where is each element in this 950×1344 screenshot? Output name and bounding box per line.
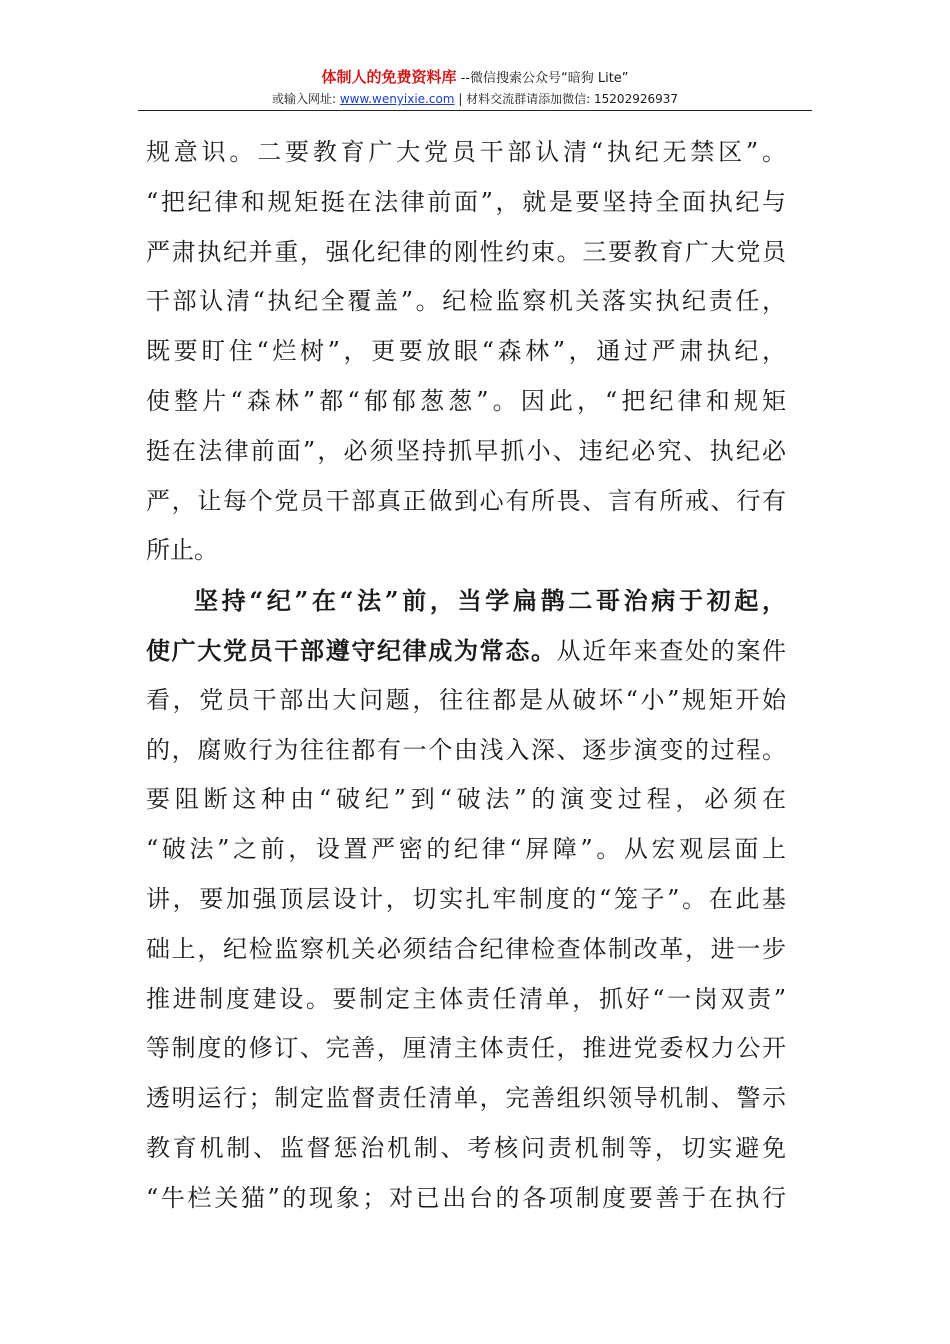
text-line: 严，让每个党员干部真正做到心有所畏、言有所戒、行有 <box>146 486 786 515</box>
website-link[interactable]: www.wenyixie.com <box>339 92 455 106</box>
section-heading-continued <box>146 626 786 676</box>
contact-info: | 材料交流群请添加微信: 15202926937 <box>454 92 679 106</box>
header-divider <box>138 110 812 111</box>
header-contact-line <box>0 90 950 108</box>
header-title-line <box>0 68 950 88</box>
text-line: 看，党员干部出大问题，往往都是从破坏“小”规矩开始 <box>146 685 786 714</box>
section-heading: 坚持“纪”在“法”前，当学扁鹊二哥治病于初起， <box>194 586 786 616</box>
text-line: 的，腐败行为往往都有一个由浅入深、逐步演变的过程。 <box>146 735 786 764</box>
text-line: “把纪律和规矩挺在法律前面”，就是要坚持全面执纪与 <box>146 187 786 216</box>
text-line: 讲，要加强顶层设计，切实扎牢制度的“笼子”。在此基 <box>146 884 786 913</box>
section-heading-bold: 使广大党员干部遵守纪律成为常态。 <box>146 635 557 665</box>
text-line: 等制度的修订、完善，厘清主体责任，推进党委权力公开 <box>146 1034 786 1063</box>
document-body <box>146 128 786 1224</box>
text-line: 要阻断这种由“破纪”到“破法”的演变过程，必须在 <box>146 785 786 814</box>
section-text-start: 从近年来查处的案件 <box>556 636 787 665</box>
text-line: 推进制度建设。要制定主体责任清单，抓好“一岗双责” <box>146 984 786 1013</box>
text-line: 透明运行；制定监督责任清单，完善组织领导机制、警示 <box>146 1084 786 1113</box>
wechat-note: --微信搜索公众号“暗狗 Lite” <box>456 71 629 86</box>
text-line: 使整片“森林”都“郁郁葱葱”。因此，“把纪律和规矩 <box>146 386 786 415</box>
url-prefix: 或输入网址: <box>271 92 340 106</box>
text-line: “破法”之前，设置严密的纪律“屏障”。从宏观层面上 <box>146 835 786 864</box>
text-line: “牛栏关猫”的现象；对已出台的各项制度要善于在执行 <box>146 1183 786 1212</box>
text-line: 规意识。二要教育广大党员干部认清“执纪无禁区”。 <box>146 138 786 166</box>
text-line: 挺在法律前面”，必须坚持抓早抓小、违纪必究、执纪必 <box>146 436 786 465</box>
text-line: 础上，纪检监察机关必须结合纪律检查体制改革，进一步 <box>146 934 786 963</box>
text-line: 严肃执纪并重，强化纪律的刚性约束。三要教育广大党员 <box>146 237 786 266</box>
text-line: 干部认清“执纪全覆盖”。纪检监察机关落实执纪责任， <box>146 287 786 316</box>
text-line: 既要盯住“烂树”，更要放眼“森林”，通过严肃执纪， <box>146 337 786 366</box>
page-header <box>0 68 950 108</box>
brand-title: 体制人的免费资料库 <box>321 68 457 86</box>
text-line: 教育机制、监督惩治机制、考核问责机制等，切实避免 <box>146 1133 786 1162</box>
text-line: 所止。 <box>146 536 218 565</box>
